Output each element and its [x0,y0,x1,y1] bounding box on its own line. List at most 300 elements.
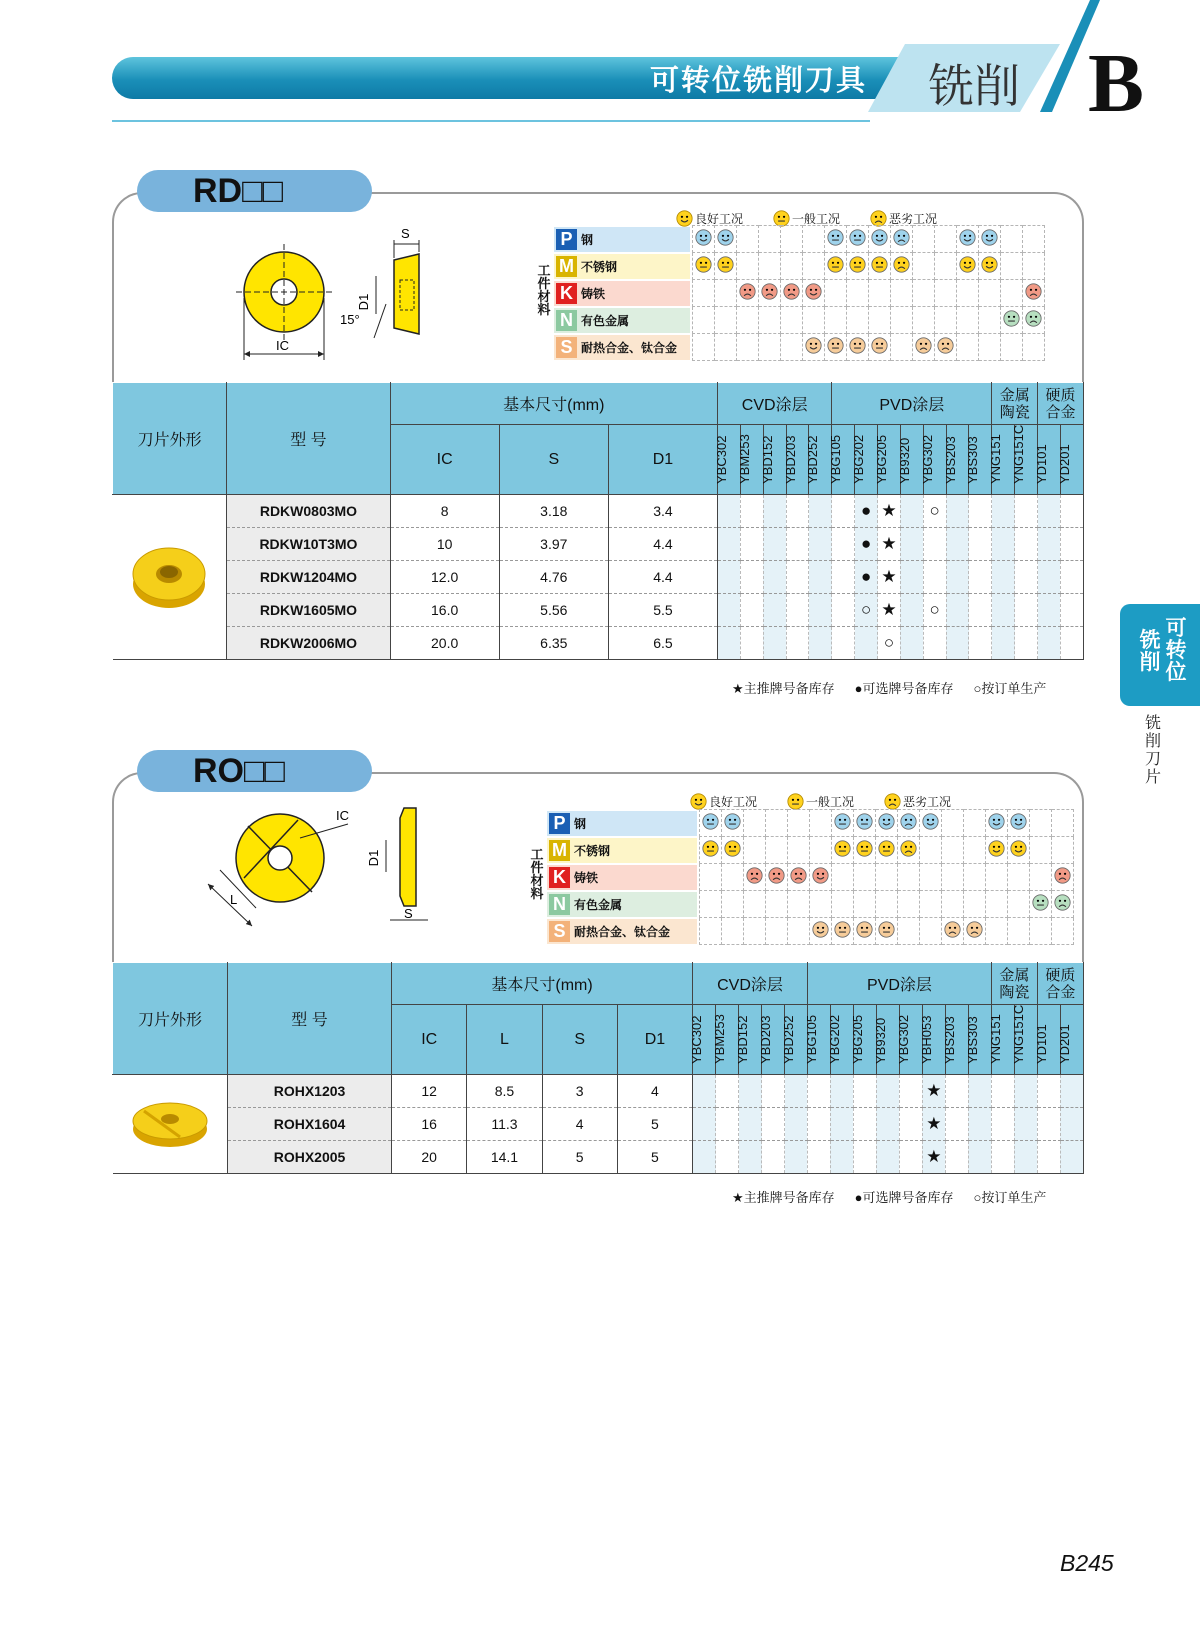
svg-text:S: S [404,906,413,921]
bad-face-icon [1054,867,1071,884]
grade-mark [992,495,1015,528]
col-grade: YBG105 [832,425,855,495]
grade-mark [786,561,809,594]
bad-face-icon [900,840,917,857]
table-row: RDKW0803MO 8 3.18 3.4 ● ★ ○ [113,495,1084,528]
good-face-icon [981,229,998,246]
grade-mark [785,1075,808,1108]
grade-mark [969,594,992,627]
grade-mark [1060,495,1083,528]
grade-mark [740,627,763,660]
bad-face-icon [790,867,807,884]
grade-mark [740,561,763,594]
grade-mark [716,1075,739,1108]
grade-mark [968,1108,991,1141]
good-face-icon [812,921,829,938]
grade-mark [945,1108,968,1141]
rd-label-ic: IC [276,338,289,353]
header-title: 可转位铣削刀具 [650,65,868,97]
normal-face-icon [856,813,873,830]
col-ic: IC [392,1005,467,1075]
ro-materials-label: 工 件 材 料 [530,847,544,901]
grade-mark: ★ [922,1075,945,1108]
section-letter: B [1088,37,1145,130]
rd-materials-label: 工 件 材 料 [537,263,551,317]
grade-mark [718,627,741,660]
rd-condition-legend: 良好工况 一般工况 恶劣工况 [676,210,937,227]
normal-face-icon [856,921,873,938]
good-face-icon [805,283,822,300]
good-face-icon [959,256,976,273]
normal-face-icon [1032,894,1049,911]
grade-mark [739,1108,762,1141]
ro-spec-table [112,962,1084,1174]
grade-mark [969,627,992,660]
bad-face-icon [944,921,961,938]
good-face-icon [878,813,895,830]
grade-mark [1014,1108,1037,1141]
grade-mark: ★ [922,1141,945,1174]
grade-mark [763,528,786,561]
footnote-circle: ○按订单生产 [973,1190,1047,1205]
grade-mark [740,594,763,627]
normal-face-icon [724,813,741,830]
grade-mark [832,627,855,660]
grade-mark [693,1075,716,1108]
footnote-star: ★主推牌号备库存 [732,1190,835,1205]
grade-mark [832,561,855,594]
grade-mark [946,561,969,594]
svg-text:D1: D1 [366,849,381,867]
grade-mark [946,528,969,561]
svg-text:D1: D1 [356,293,371,311]
grade-mark [786,627,809,660]
grade-mark [1015,594,1038,627]
col-grade: YBS203 [946,425,969,495]
col-grade: YBM253 [740,425,763,495]
col-grade: YNG151C [1014,1005,1037,1075]
col-grade: YBD203 [786,425,809,495]
grade-mark: ● [855,561,878,594]
grade-mark [899,1141,922,1174]
bad-face-icon [761,283,778,300]
bad-face-icon [783,283,800,300]
grade-mark [969,528,992,561]
normal-face-icon [827,256,844,273]
grade-mark [923,528,946,561]
grade-mark [992,594,1015,627]
grade-mark [786,594,809,627]
grade-mark [830,1108,853,1141]
grade-mark: ● [855,528,878,561]
col-grade: YBS303 [968,1005,991,1075]
col-grade: YD201 [1060,1005,1083,1075]
table-row: RDKW10T3MO 10 3.97 4.4 ● ★ [113,528,1084,561]
grade-mark [1037,1108,1060,1141]
grade-mark [855,627,878,660]
grade-mark [1060,627,1083,660]
footnote-dot: ●可选牌号备库存 [854,681,954,696]
grade-mark [718,495,741,528]
material-row-label: K 铸铁 [547,865,697,890]
grade-mark [1038,495,1061,528]
col-grade: YBM253 [716,1005,739,1075]
grade-mark [718,594,741,627]
bad-face-icon [915,337,932,354]
grade-mark [899,1108,922,1141]
bad-face-icon [1025,283,1042,300]
normal-face-icon [878,921,895,938]
grade-mark [809,594,832,627]
col-ic: IC [390,425,499,495]
normal-face-icon [849,229,866,246]
ro-condition-legend: 良好工况 一般工况 恶劣工况 [690,793,951,810]
col-grade: YBG205 [853,1005,876,1075]
normal-face-icon [695,256,712,273]
col-d1: D1 [608,425,717,495]
col-grade: YD201 [1060,425,1083,495]
header-decoration [0,0,1200,130]
material-row-label: M 不锈钢 [554,254,690,279]
grade-mark [969,561,992,594]
table-row: RDKW1204MO 12.0 4.76 4.4 ● ★ [113,561,1084,594]
normal-face-icon [834,813,851,830]
svg-text:L: L [230,892,238,907]
material-row-label: N 有色金属 [547,892,697,917]
col-group-cvd: CVD涂层 [693,963,808,1005]
grade-mark [1037,1141,1060,1174]
grade-mark [807,1108,830,1141]
material-row-label: S 耐热合金、钛合金 [554,335,690,360]
grade-mark [900,528,923,561]
normal-face-icon [1003,310,1020,327]
grade-mark [853,1141,876,1174]
bad-face-icon [937,337,954,354]
col-grade: YBD152 [739,1005,762,1075]
svg-text:15°: 15° [340,312,360,327]
good-face-icon [805,337,822,354]
grade-mark: ★ [878,594,901,627]
grade-mark [786,528,809,561]
footnote-star: ★主推牌号备库存 [732,681,835,696]
bad-face-icon [1025,310,1042,327]
col-group-cermet: 金属陶瓷 [991,963,1037,1005]
grade-mark: ○ [855,594,878,627]
normal-face-icon [871,337,888,354]
grade-mark [991,1075,1014,1108]
bad-face-icon [768,867,785,884]
col-grade: YD101 [1038,425,1061,495]
grade-mark [992,627,1015,660]
normal-face-icon [702,813,719,830]
normal-face-icon [834,840,851,857]
good-face-icon [871,229,888,246]
normal-face-icon [856,840,873,857]
grade-mark [762,1075,785,1108]
grade-mark [946,495,969,528]
col-grade: YBG105 [807,1005,830,1075]
good-face-icon [988,813,1005,830]
col-grade: YNG151 [992,425,1015,495]
col-model: 型 号 [227,963,391,1075]
col-shape: 刀片外形 [113,383,227,495]
normal-face-icon [878,840,895,857]
page-number: B245 [1060,1550,1114,1576]
grade-mark [762,1108,785,1141]
grade-mark [1038,561,1061,594]
grade-mark [900,495,923,528]
grade-mark [1014,1141,1037,1174]
grade-mark [807,1141,830,1174]
table-row: ROHX1203 12 8.5 3 4 ★ [113,1075,1084,1108]
col-group-cermet: 金属陶瓷 [992,383,1038,425]
grade-mark: ○ [923,594,946,627]
material-row-label: M 不锈钢 [547,838,697,863]
grade-mark [809,495,832,528]
table-row: RDKW2006MO 20.0 6.35 6.5 ○ [113,627,1084,660]
grade-mark [693,1141,716,1174]
grade-mark [1015,528,1038,561]
col-grade: YBG302 [899,1005,922,1075]
good-face-icon [922,813,939,830]
grade-mark [923,561,946,594]
col-shape: 刀片外形 [113,963,228,1075]
grade-mark [1060,594,1083,627]
normal-face-icon [724,840,741,857]
col-grade: YBC302 [718,425,741,495]
grade-mark [991,1141,1014,1174]
grade-mark [785,1108,808,1141]
col-group-pvd: PVD涂层 [807,963,991,1005]
normal-face-icon [871,256,888,273]
side-tab-label-indexable: 可 转 位 [1165,617,1187,684]
grade-mark [853,1108,876,1141]
grade-mark: ★ [878,528,901,561]
grade-mark [739,1075,762,1108]
grade-mark [716,1141,739,1174]
grade-mark [992,528,1015,561]
rd-insert-diagram [236,218,446,368]
grade-mark [1060,1108,1083,1141]
col-grade: YBG202 [855,425,878,495]
grade-mark [968,1141,991,1174]
bad-face-icon [884,793,901,810]
col-grade: YD101 [1037,1005,1060,1075]
grade-mark: ★ [878,561,901,594]
grade-mark [945,1141,968,1174]
good-face-icon [690,793,707,810]
grade-mark [946,594,969,627]
insert-photo [113,495,227,660]
grade-mark [718,561,741,594]
col-grade: YBD252 [785,1005,808,1075]
grade-mark [991,1108,1014,1141]
grade-mark [900,561,923,594]
bad-face-icon [739,283,756,300]
grade-mark [923,627,946,660]
grade-mark [830,1141,853,1174]
material-row-label: P 钢 [554,227,690,252]
col-grade: YB9320 [876,1005,899,1075]
col-grade: YB9320 [900,425,923,495]
grade-mark [785,1141,808,1174]
grade-mark [763,594,786,627]
grade-mark [1015,627,1038,660]
table-row: RDKW1605MO 16.0 5.56 5.5 ○ ★ ○ [113,594,1084,627]
material-row-label: S 耐热合金、钛合金 [547,919,697,944]
grade-mark [945,1075,968,1108]
ro-insert-diagram [200,800,450,940]
grade-mark [1014,1075,1037,1108]
grade-mark: ● [855,495,878,528]
grade-mark [1038,528,1061,561]
normal-face-icon [849,256,866,273]
col-grade: YNG151C [1015,425,1038,495]
grade-mark [900,594,923,627]
grade-mark [786,495,809,528]
bad-face-icon [966,921,983,938]
grade-mark [969,495,992,528]
grade-mark [1015,561,1038,594]
col-basic-dims: 基本尺寸(mm) [392,963,693,1005]
footnote-circle: ○按订单生产 [973,681,1047,696]
col-grade: YBG302 [923,425,946,495]
col-grade: YBG202 [830,1005,853,1075]
col-grade: YBS303 [969,425,992,495]
col-group-cvd: CVD涂层 [718,383,832,425]
col-model: 型 号 [227,383,390,495]
grade-mark: ★ [878,495,901,528]
svg-text:IC: IC [336,808,349,823]
good-face-icon [812,867,829,884]
grade-mark [876,1108,899,1141]
col-grade: YBS203 [945,1005,968,1075]
normal-face-icon [827,229,844,246]
side-tab-label-milling: 铣 削 [1139,629,1161,674]
col-grade: YNG151 [991,1005,1014,1075]
col-s: S [542,1005,617,1075]
rd-title: RD□□ [137,170,372,212]
col-d1: D1 [617,1005,692,1075]
col-group-pvd: PVD涂层 [832,383,992,425]
col-grade: YBD152 [763,425,786,495]
ro-title: RO□□ [137,750,372,792]
grade-mark [809,627,832,660]
ro-material-matrix [545,809,1074,945]
normal-face-icon [702,840,719,857]
grade-mark [853,1075,876,1108]
normal-face-icon [717,256,734,273]
good-face-icon [959,229,976,246]
rd-spec-table [112,382,1084,660]
grade-mark [832,528,855,561]
grade-mark [807,1075,830,1108]
grade-mark [763,561,786,594]
grade-mark [1038,627,1061,660]
bad-face-icon [746,867,763,884]
material-row-label: N 有色金属 [554,308,690,333]
bad-face-icon [1054,894,1071,911]
col-grade: YBD252 [809,425,832,495]
grade-mark [763,627,786,660]
bad-face-icon [893,256,910,273]
col-l: L [467,1005,542,1075]
grade-mark [876,1075,899,1108]
col-basic-dims: 基本尺寸(mm) [390,383,717,425]
grade-mark [876,1141,899,1174]
normal-face-icon [849,337,866,354]
good-face-icon [1010,813,1027,830]
grade-mark [1037,1075,1060,1108]
insert-photo [113,1075,228,1174]
grade-mark [946,627,969,660]
grade-mark [830,1075,853,1108]
material-row-label: K 铸铁 [554,281,690,306]
col-grade: YBH053 [922,1005,945,1075]
grade-mark [716,1108,739,1141]
rd-footnote [732,678,1046,697]
col-grade: YBG205 [878,425,901,495]
grade-mark: ★ [922,1108,945,1141]
material-row-label: P 钢 [547,811,697,836]
grade-mark [763,495,786,528]
section-word: 铣削 [928,60,1020,112]
good-face-icon [717,229,734,246]
table-row: ROHX1604 16 11.3 4 5 ★ [113,1108,1084,1141]
col-grade: YBC302 [693,1005,716,1075]
bad-face-icon [893,229,910,246]
grade-mark [968,1075,991,1108]
table-row: ROHX2005 20 14.1 5 5 ★ [113,1141,1084,1174]
grade-mark [1015,495,1038,528]
side-sub-label: 铣 削 刀 片 [1144,715,1161,786]
grade-mark [740,495,763,528]
normal-face-icon [787,793,804,810]
grade-mark [992,561,1015,594]
grade-mark [740,528,763,561]
grade-mark [1060,528,1083,561]
grade-mark [809,561,832,594]
grade-mark [1060,1075,1083,1108]
grade-mark [899,1075,922,1108]
good-face-icon [981,256,998,273]
footnote-dot: ●可选牌号备库存 [854,1190,954,1205]
grade-mark: ○ [923,495,946,528]
grade-mark [1060,561,1083,594]
col-grade: YBD203 [762,1005,785,1075]
good-face-icon [1010,840,1027,857]
svg-text:S: S [401,226,410,241]
col-group-carbide: 硬质合金 [1038,383,1084,425]
col-group-carbide: 硬质合金 [1037,963,1083,1005]
grade-mark [1060,1141,1083,1174]
bad-face-icon [900,813,917,830]
side-tab[interactable] [1120,604,1200,706]
normal-face-icon [827,337,844,354]
good-face-icon [695,229,712,246]
grade-mark [739,1141,762,1174]
grade-mark [718,528,741,561]
grade-mark: ○ [878,627,901,660]
col-s: S [499,425,608,495]
grade-mark [809,528,832,561]
grade-mark [832,495,855,528]
ro-footnote [732,1187,1046,1206]
grade-mark [1038,594,1061,627]
normal-face-icon [834,921,851,938]
rd-material-matrix [552,225,1045,361]
good-face-icon [988,840,1005,857]
